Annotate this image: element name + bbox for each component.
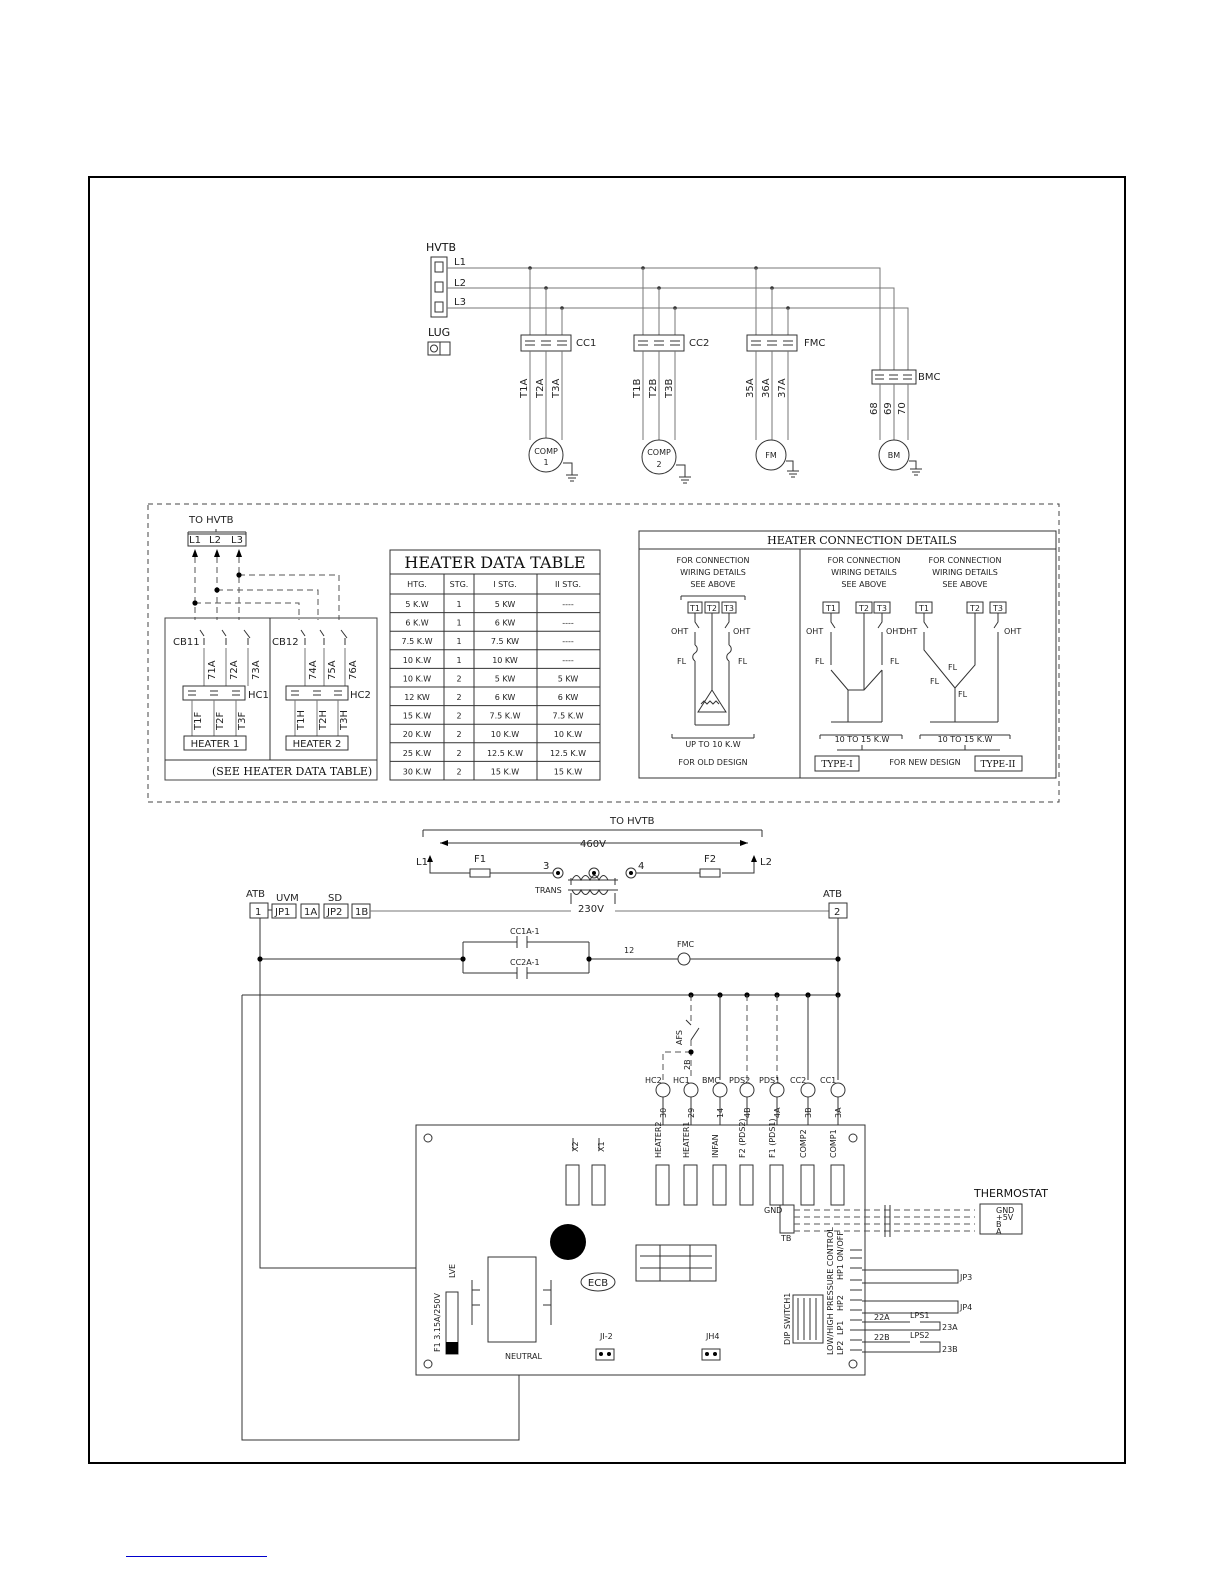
board-relay <box>713 1165 726 1205</box>
heater-table-cell: ---- <box>562 600 574 609</box>
svg-text:75A: 75A <box>327 660 338 680</box>
cb12-label: CB12 <box>272 637 299 648</box>
svg-text:FOR CONNECTION: FOR CONNECTION <box>676 556 750 565</box>
svg-text:T3: T3 <box>724 604 734 613</box>
power-section <box>426 241 940 483</box>
heater-table-cell: 10 KW <box>492 655 518 665</box>
svg-text:HP1 ON/OFF: HP1 ON/OFF <box>836 1231 845 1280</box>
svg-text:12: 12 <box>624 946 635 955</box>
svg-text:HC2: HC2 <box>350 690 371 701</box>
cc1-contactor <box>521 335 571 351</box>
svg-text:TRANS: TRANS <box>535 886 562 895</box>
heater-table-cell: 1 <box>456 600 462 609</box>
svg-text:22A: 22A <box>874 1313 890 1322</box>
relay-label: PDS1 <box>759 1076 781 1085</box>
svg-text:I STG.: I STG. <box>493 580 517 589</box>
heater-table-cell: 7.5 K.W <box>401 637 433 647</box>
lug-block <box>428 342 450 355</box>
heater-table-cell: ---- <box>562 618 574 628</box>
svg-text:TYPE-II: TYPE-II <box>980 760 1016 770</box>
svg-text:FM: FM <box>765 451 777 460</box>
svg-text:1: 1 <box>255 907 262 918</box>
heater-table-cell: 6 KW <box>557 693 579 702</box>
svg-text:T1B: T1B <box>632 378 643 398</box>
svg-text:37A: 37A <box>777 378 788 398</box>
svg-text:LOW/HIGH PRESSURE CONTROL: LOW/HIGH PRESSURE CONTROL <box>826 1227 835 1355</box>
relay-label: PDS2 <box>729 1076 751 1085</box>
svg-text:FOR CONNECTION: FOR CONNECTION <box>928 556 1002 565</box>
relay-wire-label: 3A <box>834 1107 843 1118</box>
svg-text:UVM: UVM <box>276 893 299 904</box>
svg-text:1A: 1A <box>304 907 318 918</box>
svg-text:FL: FL <box>890 657 900 666</box>
heater-table-title: HEATER DATA TABLE <box>404 553 586 572</box>
heater-table-cell: 25 K.W <box>402 748 432 758</box>
svg-text:L3: L3 <box>231 535 243 546</box>
svg-text:GND: GND <box>996 1206 1015 1215</box>
svg-text:3: 3 <box>543 861 550 872</box>
board-relay <box>770 1165 783 1205</box>
svg-text:FOR CONNECTION: FOR CONNECTION <box>827 556 901 565</box>
relay-wire-label: 4B <box>743 1107 752 1118</box>
heater-table-cell: 5 KW <box>494 600 516 609</box>
relay-label: CC2 <box>790 1076 807 1085</box>
svg-text:T3A: T3A <box>551 378 562 398</box>
svg-text:HC1: HC1 <box>248 690 269 701</box>
svg-text:OHT: OHT <box>806 627 824 636</box>
svg-text:71A: 71A <box>207 660 218 680</box>
svg-text:10 TO 15 K.W: 10 TO 15 K.W <box>937 735 993 744</box>
control-to-hvtb: TO HVTB <box>610 816 655 827</box>
svg-text:1: 1 <box>543 458 549 467</box>
fuse-f1 <box>470 869 490 877</box>
heater-table-cell: 1 <box>456 618 462 628</box>
svg-text:T2F: T2F <box>215 711 226 730</box>
relay-wire-label: 30 <box>659 1107 668 1118</box>
svg-text:T2B: T2B <box>648 378 659 398</box>
footer-link-underline[interactable] <box>126 1556 267 1557</box>
relay-wire-label: 29 <box>687 1107 696 1118</box>
svg-text:L2: L2 <box>760 857 772 868</box>
svg-text:COMP: COMP <box>534 447 558 456</box>
heater-table-cell: 7.5 KW <box>490 637 520 647</box>
relay-coil <box>713 1083 727 1097</box>
svg-text:FL: FL <box>815 657 825 666</box>
heater-table-cell: 2 <box>456 711 462 721</box>
hc2-contactor <box>286 686 348 700</box>
svg-text:DIP SWITCH1: DIP SWITCH1 <box>783 1292 792 1345</box>
heater-connection-details <box>639 531 1056 778</box>
svg-text:76A: 76A <box>348 660 359 680</box>
fmc-contactor <box>747 335 797 351</box>
svg-text:JP2: JP2 <box>327 907 343 918</box>
heater-table-cell: 5 KW <box>557 674 579 684</box>
svg-text:F1: F1 <box>474 854 487 865</box>
board-pin-label: F2 (PDS2) <box>738 1118 747 1158</box>
cb11-label: CB11 <box>173 637 200 648</box>
svg-text:1B: 1B <box>355 907 369 918</box>
svg-text:FOR OLD DESIGN: FOR OLD DESIGN <box>678 758 748 767</box>
relay-coil <box>831 1083 845 1097</box>
svg-text:70: 70 <box>897 402 908 415</box>
svg-text:23B: 23B <box>942 1345 958 1354</box>
svg-text:FMC: FMC <box>677 940 695 949</box>
heater-table-cell: 1 <box>456 655 462 665</box>
board-relay <box>684 1165 697 1205</box>
svg-text:73A: 73A <box>251 660 262 680</box>
svg-text:69: 69 <box>883 402 894 415</box>
svg-text:L2: L2 <box>209 535 221 546</box>
relay-coil <box>684 1083 698 1097</box>
svg-text:T3H: T3H <box>339 710 350 730</box>
svg-text:F2: F2 <box>704 854 717 865</box>
svg-text:L1: L1 <box>416 857 428 868</box>
svg-text:SEE ABOVE: SEE ABOVE <box>942 580 988 589</box>
svg-text:FL: FL <box>738 657 748 666</box>
heater-data-table <box>390 550 600 780</box>
svg-text:ATB: ATB <box>823 889 843 900</box>
svg-text:OHT: OHT <box>900 627 918 636</box>
relay-coil <box>656 1083 670 1097</box>
relay-coil <box>801 1083 815 1097</box>
svg-text:FOR NEW DESIGN: FOR NEW DESIGN <box>889 758 961 767</box>
board-relay <box>801 1165 814 1205</box>
svg-text:AFS: AFS <box>675 1029 684 1045</box>
heater-table-cell: 10 K.W <box>402 674 432 684</box>
connection-title: HEATER CONNECTION DETAILS <box>767 534 957 547</box>
svg-text:CC1A-1: CC1A-1 <box>510 927 540 936</box>
relay-wire-label: 4A <box>773 1107 782 1118</box>
svg-text:LP2: LP2 <box>836 1340 845 1355</box>
svg-text:+5V: +5V <box>996 1213 1014 1222</box>
svg-text:LPS1: LPS1 <box>910 1311 930 1320</box>
svg-text:FL: FL <box>677 657 687 666</box>
heater-table-cell: ---- <box>562 655 574 665</box>
svg-text:230V: 230V <box>578 904 604 915</box>
heater-table-cell: 10 K.W <box>490 730 520 740</box>
svg-text:T1: T1 <box>690 604 700 613</box>
hvtb-label: HVTB <box>426 241 457 254</box>
svg-text:LP1: LP1 <box>836 1320 845 1335</box>
svg-text:HTG.: HTG. <box>407 580 427 589</box>
svg-text:4: 4 <box>638 861 645 872</box>
board-transformer <box>488 1257 536 1342</box>
svg-text:HEATER 1: HEATER 1 <box>190 739 240 750</box>
svg-text:WIRING DETAILS: WIRING DETAILS <box>680 568 746 577</box>
heater-table-cell: 30 K.W <box>402 767 432 777</box>
svg-text:OHT: OHT <box>671 627 689 636</box>
fmc-label: FMC <box>804 338 826 349</box>
relay-wire-label: 14 <box>716 1107 725 1118</box>
svg-text:T3: T3 <box>877 604 887 613</box>
svg-text:ATB: ATB <box>246 889 266 900</box>
board-pin-label: HEATER2 <box>654 1121 663 1158</box>
svg-text:T1H: T1H <box>296 710 307 730</box>
svg-text:T3B: T3B <box>664 378 675 398</box>
heater-table-cell: 7.5 K.W <box>489 711 521 721</box>
heater-table-cell: 2 <box>456 748 462 758</box>
fmc-coil <box>678 953 690 965</box>
heater-table-cell: 10 K.W <box>402 655 432 665</box>
l2-label: L2 <box>454 278 466 289</box>
svg-text:HEATER 2: HEATER 2 <box>292 739 342 750</box>
svg-text:10 TO 15 K.W: 10 TO 15 K.W <box>834 735 890 744</box>
svg-text:T1F: T1F <box>193 711 204 730</box>
l3-label: L3 <box>454 297 466 308</box>
svg-text:T1: T1 <box>919 604 929 613</box>
svg-text:FL: FL <box>930 677 940 686</box>
relay-coil <box>740 1083 754 1097</box>
heater-table-cell: 6 KW <box>494 618 516 628</box>
lug-label: LUG <box>428 326 451 339</box>
board-relay <box>831 1165 844 1205</box>
svg-text:GND: GND <box>764 1206 783 1215</box>
svg-text:T1A: T1A <box>519 378 530 398</box>
bmc-label: BMC <box>918 372 941 383</box>
l1-label: L1 <box>454 257 466 268</box>
relay-label: BMC <box>702 1076 720 1085</box>
heater-table-cell: 12 KW <box>404 693 430 702</box>
relay-coil <box>770 1083 784 1097</box>
svg-text:CC2A-1: CC2A-1 <box>510 958 540 967</box>
heater-table-cell: 2 <box>456 674 462 684</box>
svg-text:SEE ABOVE: SEE ABOVE <box>841 580 887 589</box>
svg-text:ECB: ECB <box>587 1278 609 1289</box>
svg-text:F1 3.15A/250V: F1 3.15A/250V <box>433 1293 442 1352</box>
svg-text:FL: FL <box>958 690 968 699</box>
heater-table-cell: 6 KW <box>494 693 516 702</box>
svg-text:SEE ABOVE: SEE ABOVE <box>690 580 736 589</box>
svg-text:HP2: HP2 <box>836 1295 845 1311</box>
heater-table-cell: 20 K.W <box>402 730 432 740</box>
svg-text:TYPE-I: TYPE-I <box>821 760 853 770</box>
heater-table-cell: 2 <box>456 730 462 740</box>
svg-text:NEUTRAL: NEUTRAL <box>505 1352 542 1361</box>
cc2-label: CC2 <box>689 338 710 349</box>
heater-table-cell: 5 K.W <box>405 600 429 609</box>
heater-table-cell: 2 <box>456 767 462 777</box>
board-pin-label: INFAN <box>711 1134 720 1158</box>
svg-text:OHT: OHT <box>733 627 751 636</box>
board-relay <box>740 1165 753 1205</box>
board-pin-label: COMP1 <box>829 1129 838 1158</box>
bmc-contactor <box>872 370 916 384</box>
svg-text:COMP: COMP <box>647 448 671 457</box>
svg-text:72A: 72A <box>229 660 240 680</box>
svg-text:JP4: JP4 <box>960 1303 973 1312</box>
relay-wire-label: 3B <box>804 1107 813 1118</box>
svg-text:JI-2: JI-2 <box>600 1332 613 1341</box>
svg-text:23A: 23A <box>942 1323 958 1332</box>
control-section <box>242 816 1048 1440</box>
svg-text:T2H: T2H <box>318 710 329 730</box>
svg-text:OHT: OHT <box>1004 627 1022 636</box>
svg-text:WIRING DETAILS: WIRING DETAILS <box>831 568 897 577</box>
svg-text:X1: X1 <box>597 1141 606 1152</box>
svg-text:T2: T2 <box>859 604 869 613</box>
relay-label: CC1 <box>820 1076 837 1085</box>
heater-table-cell: 10 K.W <box>553 730 583 740</box>
heater-table-cell: 7.5 K.W <box>552 711 584 721</box>
cc1-label: CC1 <box>576 338 597 349</box>
heater-table-cell: 15 K.W <box>490 767 520 777</box>
heater-wiring <box>165 515 377 780</box>
thermostat-label: THERMOSTAT <box>974 1187 1048 1200</box>
heater-table-cell: 2 <box>456 693 462 702</box>
cc2-contactor <box>634 335 684 351</box>
svg-text:36A: 36A <box>761 378 772 398</box>
svg-text:T3: T3 <box>993 604 1003 613</box>
svg-text:T2: T2 <box>970 604 980 613</box>
svg-text:460V: 460V <box>580 839 606 850</box>
board-capacitor <box>550 1224 586 1260</box>
svg-text:JH4: JH4 <box>706 1332 720 1341</box>
heater-table-cell: 15 K.W <box>553 767 583 777</box>
svg-text:TB: TB <box>781 1234 792 1243</box>
fuse-f2 <box>700 869 720 877</box>
heater-table-cell: 12.5 K.W <box>486 748 524 758</box>
to-hvtb-label: TO HVTB <box>189 515 234 526</box>
svg-text:B: B <box>996 1220 1002 1229</box>
hc1-contactor <box>183 686 245 700</box>
svg-text:A: A <box>996 1227 1002 1236</box>
svg-text:T3F: T3F <box>237 711 248 730</box>
relay-label: HC2 <box>645 1076 662 1085</box>
heater-table-cell: 5 KW <box>494 674 516 684</box>
board-relay <box>656 1165 669 1205</box>
svg-text:SD: SD <box>328 893 343 904</box>
svg-text:T1: T1 <box>826 604 836 613</box>
board-chip <box>636 1245 716 1281</box>
svg-text:LVE: LVE <box>448 1263 457 1278</box>
svg-text:2: 2 <box>656 460 662 469</box>
svg-text:2: 2 <box>834 907 841 918</box>
heater-table-cell: 6 K.W <box>405 618 429 628</box>
heater-table-cell: 15 K.W <box>402 711 432 721</box>
svg-text:OHT: OHT <box>886 627 904 636</box>
svg-text:68: 68 <box>869 402 880 415</box>
svg-text:2B: 2B <box>683 1059 692 1070</box>
heater-table-cell: 12.5 K.W <box>549 748 587 758</box>
svg-text:WIRING DETAILS: WIRING DETAILS <box>932 568 998 577</box>
svg-text:JP1: JP1 <box>275 907 291 918</box>
svg-text:T2: T2 <box>707 604 717 613</box>
svg-text:35A: 35A <box>745 378 756 398</box>
heater-table-cell: ---- <box>562 637 574 647</box>
svg-text:II STG.: II STG. <box>555 580 581 589</box>
svg-text:STG.: STG. <box>449 580 469 589</box>
board-pin-label: HEATER1 <box>682 1121 691 1158</box>
svg-text:74A: 74A <box>308 660 319 680</box>
board-pin-label: COMP2 <box>799 1129 808 1158</box>
svg-text:UP TO 10 K.W: UP TO 10 K.W <box>685 740 741 749</box>
heater-note: (SEE HEATER DATA TABLE) <box>212 765 373 778</box>
svg-text:T2A: T2A <box>535 378 546 398</box>
svg-text:22B: 22B <box>874 1333 890 1342</box>
svg-text:JP3: JP3 <box>960 1273 973 1282</box>
svg-text:BM: BM <box>887 451 901 460</box>
svg-text:FL: FL <box>948 663 958 672</box>
board-pin-label: F1 (PDS1) <box>768 1118 777 1158</box>
svg-text:LPS2: LPS2 <box>910 1331 930 1340</box>
svg-text:L1: L1 <box>189 535 201 546</box>
svg-text:X2: X2 <box>571 1141 580 1152</box>
heater-table-cell: 1 <box>456 637 462 647</box>
relay-label: HC1 <box>673 1076 690 1085</box>
